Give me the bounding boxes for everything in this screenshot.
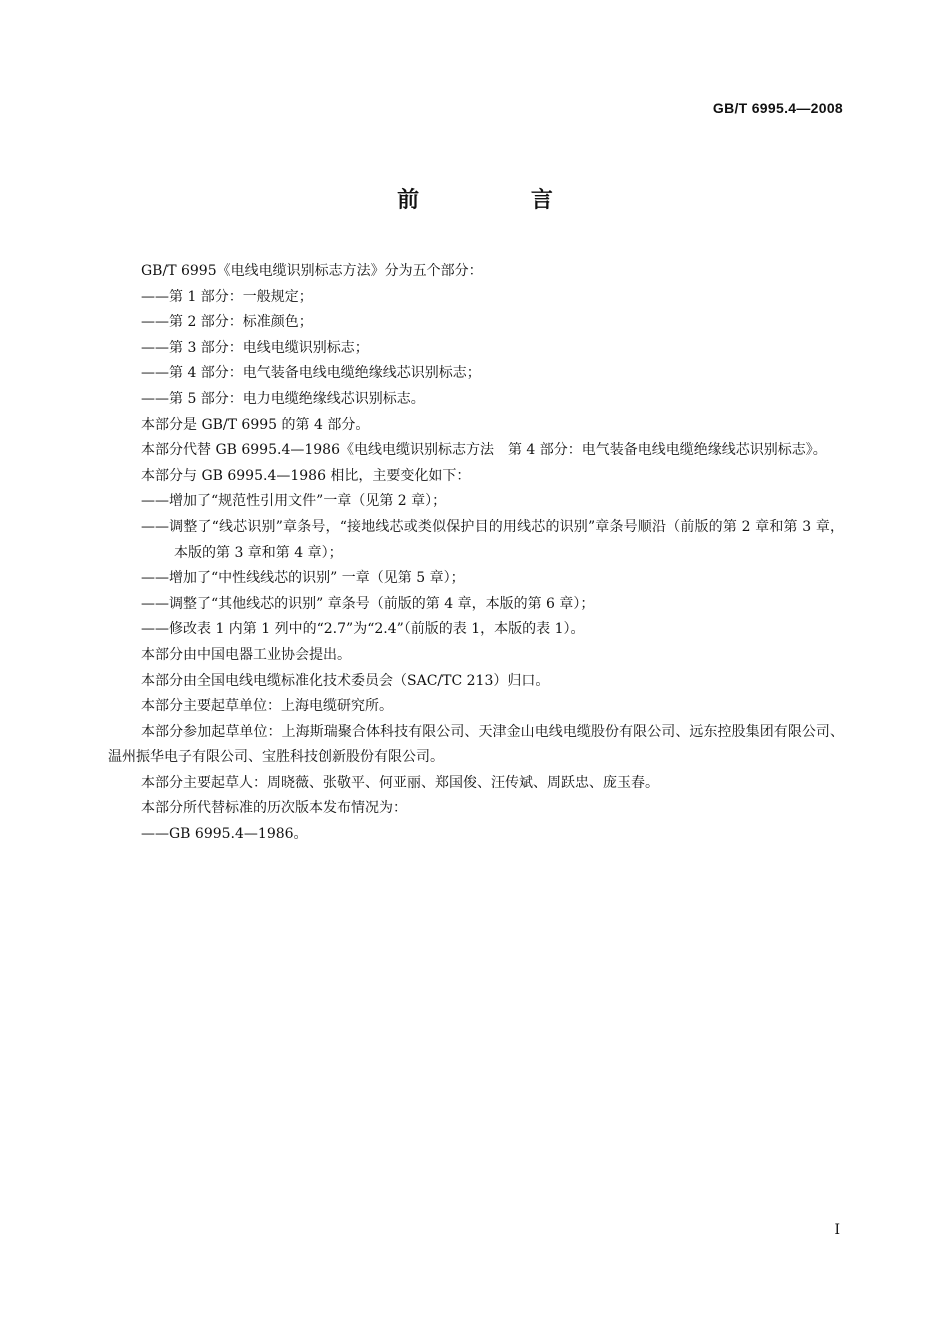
list-item: ——增加了“规范性引用文件”一章（见第 2 章）； — [141, 493, 447, 510]
list-item: ——修改表 1 内第 1 列中的“2.7”为“2.4”（前版的表 1，本版的表 1）。 — [141, 621, 585, 638]
paragraph: 本部分参加起草单位：上海斯瑞聚合体科技有限公司、天津金山电线电缆股份有限公司、远东控股集团有限公司、温州振华电子有限公司、宝胜科技创新股份有限公司。 — [108, 723, 844, 766]
paragraph: 本部分是 GB/T 6995 的第 4 部分。 — [141, 416, 370, 433]
list-item: ——第 5 部分：电力电缆绝缘线芯识别标志。 — [141, 390, 425, 407]
document-body — [108, 259, 844, 848]
list-item: ——GB 6995.4—1986。 — [141, 826, 308, 843]
page-number: I — [834, 1222, 840, 1238]
list-item: ——第 3 部分：电线电缆识别标志； — [141, 339, 369, 356]
paragraph: GB/T 6995《电线电缆识别标志方法》分为五个部分： — [141, 263, 483, 279]
paragraph: 本部分由中国电器工业协会提出。 — [141, 646, 351, 663]
paragraph: 本部分与 GB 6995.4—1986 相比，主要变化如下： — [141, 467, 471, 484]
standard-code: GB/T 6995.4—2008 — [712, 100, 843, 116]
list-item: ——增加了“中性线线芯的识别” 一章（见第 5 章）； — [141, 570, 465, 587]
paragraph: 本部分代替 GB 6995.4—1986《电线电缆识别标志方法 第 4 部分：电气装备电线电缆绝缘线芯识别标志》。 — [141, 442, 827, 459]
paragraph: 本部分由全国电线电缆标准化技术委员会（SAC/TC 213）归口。 — [141, 672, 550, 689]
list-item: ——调整了“其他线芯的识别” 章条号（前版的第 4 章，本版的第 6 章）； — [141, 595, 595, 612]
paragraph: 本部分主要起草人：周晓薇、张敬平、何亚丽、郑国俊、汪传斌、周跃忠、庞玉春。 — [141, 774, 659, 791]
paragraph: 本部分主要起草单位：上海电缆研究所。 — [141, 698, 393, 715]
page-title: 前 言 — [397, 188, 605, 213]
list-item: ——第 2 部分：标准颜色； — [141, 314, 313, 331]
paragraph: 本部分所代替标准的历次版本发布情况为： — [141, 800, 407, 817]
list-item: ——第 4 部分：电气装备电线电缆绝缘线芯识别标志； — [141, 365, 481, 382]
list-item: ——调整了“线芯识别”章条号，“接地线芯或类似保护目的用线芯的识别”章条号顺沿（前版的第 2 章和第 3 章，本版的第 3 章和第 4 章）； — [141, 518, 844, 561]
list-item: ——第 1 部分：一般规定； — [141, 288, 313, 305]
